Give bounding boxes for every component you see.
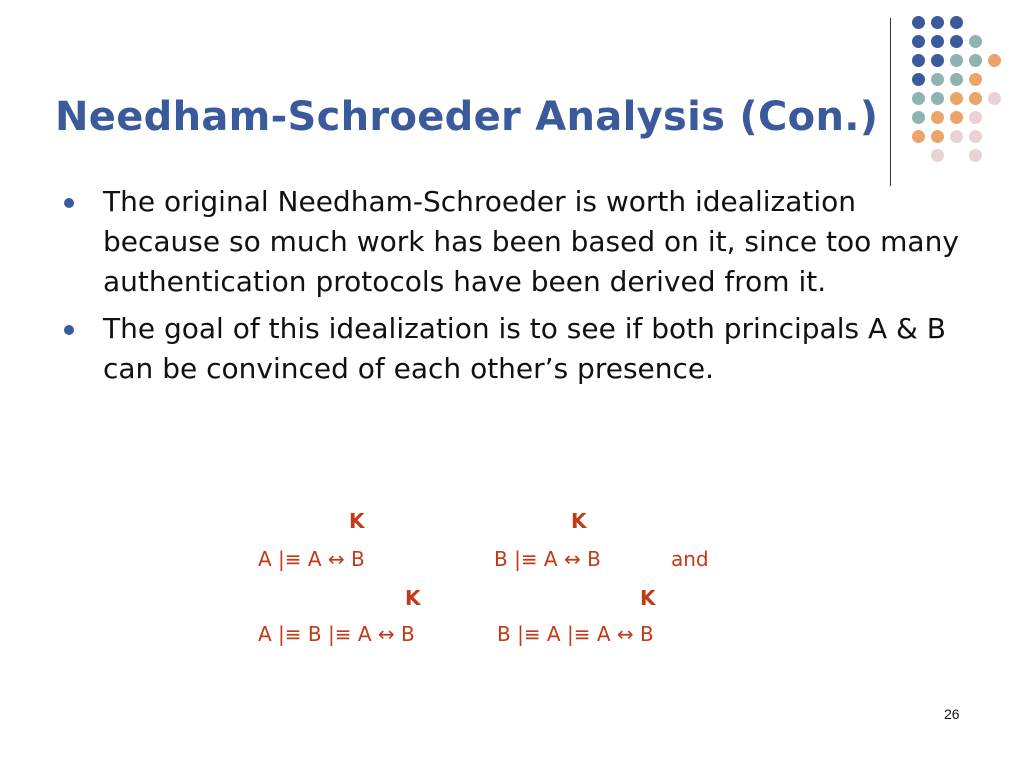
formula-key-label: K: [349, 509, 365, 533]
decor-dot: [931, 54, 944, 67]
decor-dot: [969, 130, 982, 143]
belief-formula: A |≡ B |≡ A ↔ B: [258, 622, 415, 646]
page-number: 26: [944, 706, 960, 722]
decor-dot: [931, 130, 944, 143]
decorative-vertical-line: [890, 18, 891, 186]
belief-formula: B |≡ A |≡ A ↔ B: [497, 622, 654, 646]
decor-dot: [950, 16, 963, 29]
decor-dot: [912, 92, 925, 105]
bullet-item: [60, 182, 980, 302]
decor-dot: [950, 130, 963, 143]
decor-dot: [912, 130, 925, 143]
decor-dot: [969, 149, 982, 162]
belief-formula: A |≡ A ↔ B: [258, 547, 365, 571]
slide-title: Needham-Schroeder Analysis (Con.): [55, 94, 879, 140]
decor-dot: [931, 16, 944, 29]
decor-dot: [950, 73, 963, 86]
decor-dot: [950, 54, 963, 67]
bullet-text: The goal of this idealization is to see if both principals A & B can be convinced of each other’s presence.: [103, 312, 946, 385]
decor-dot: [988, 54, 1001, 67]
bullet-dot-icon: [64, 325, 74, 335]
decor-dot: [969, 73, 982, 86]
formula-key-label: K: [571, 509, 587, 533]
formula-key-label: K: [405, 586, 421, 610]
decor-dot: [931, 35, 944, 48]
formula-conjunction: and: [671, 547, 709, 571]
formula-key-label: K: [640, 586, 656, 610]
belief-formula: B |≡ A ↔ B: [494, 547, 601, 571]
decor-dot: [912, 16, 925, 29]
decor-dot: [969, 54, 982, 67]
bullet-item: [60, 309, 980, 389]
decor-dot: [912, 111, 925, 124]
bullet-dot-icon: [64, 198, 74, 208]
decor-dot: [931, 92, 944, 105]
bullet-text: The original Needham-Schroeder is worth idealization because so much work has been based on it, since too many authentication protocols have been derived from it.: [103, 185, 959, 298]
decor-dot: [950, 92, 963, 105]
decor-dot: [931, 73, 944, 86]
decor-dot: [950, 111, 963, 124]
decor-dot: [950, 35, 963, 48]
decor-dot: [931, 111, 944, 124]
bullet-list: [60, 182, 980, 396]
decor-dot: [969, 92, 982, 105]
decor-dot: [969, 35, 982, 48]
decor-dot: [988, 92, 1001, 105]
decor-dot: [912, 35, 925, 48]
decor-dot: [969, 111, 982, 124]
decor-dot: [912, 73, 925, 86]
decor-dot: [912, 54, 925, 67]
decor-dot: [931, 149, 944, 162]
